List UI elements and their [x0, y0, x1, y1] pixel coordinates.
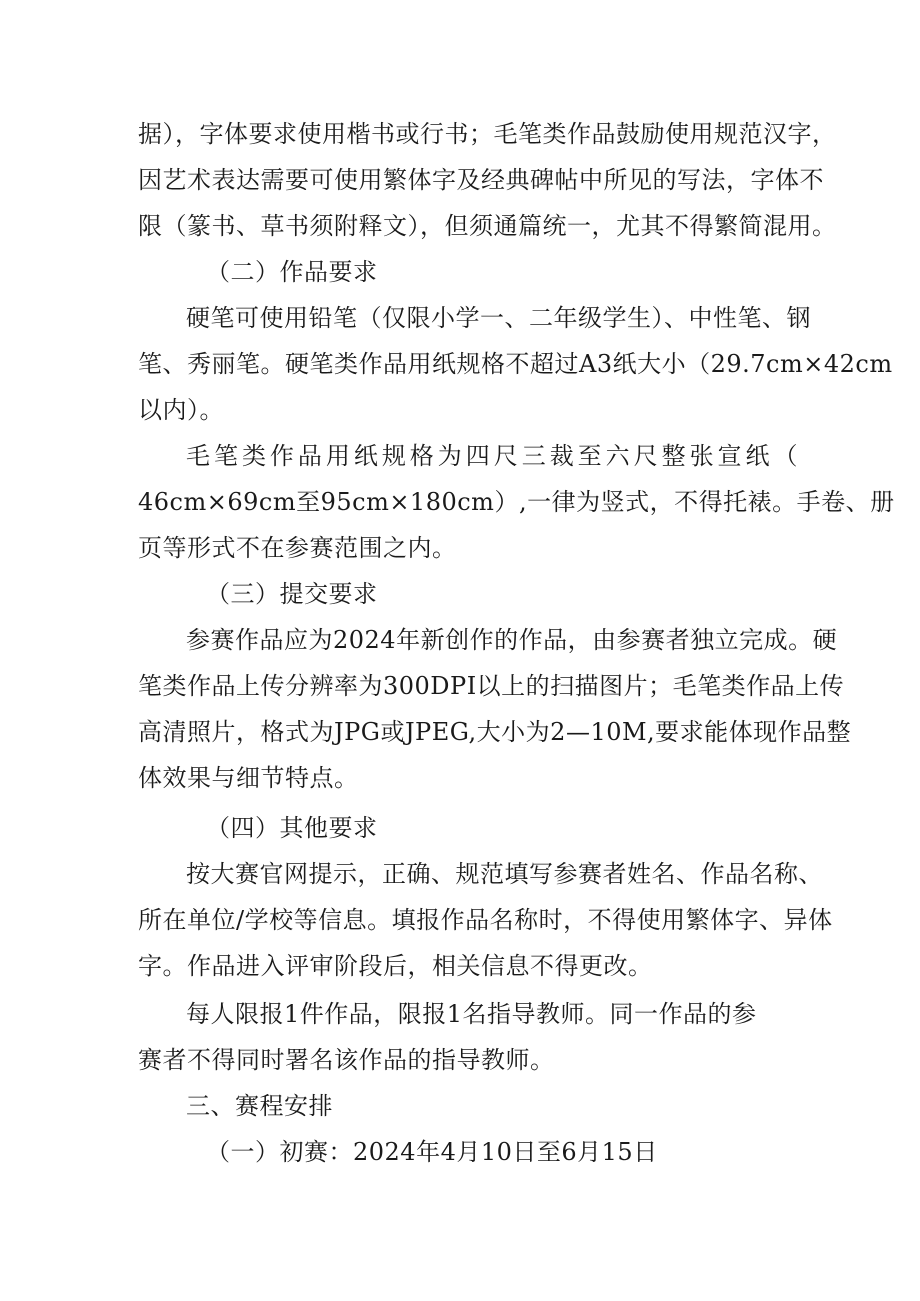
text-line: 高清照片，格式为JPG或JPEG,大小为2—10M,要求能体现作品整 [138, 718, 852, 746]
text-line: 每人限报1件作品，限报1名指导教师。同一作品的参 [186, 1000, 757, 1028]
text-line: 限（篆书、草书须附释文），但须通篇统一，尤其不得繁简混用。 [138, 212, 837, 240]
text-line: 毛笔类作品用纸规格为四尺三裁至六尺整张宣纸（ [186, 442, 798, 470]
section-heading-main: 三、赛程安排 [186, 1092, 333, 1120]
text-line: 赛者不得同时署名该作品的指导教师。 [138, 1046, 555, 1074]
text-line: 按大赛官网提示，正确、规范填写参赛者姓名、作品名称、 [186, 860, 823, 888]
section-heading-4: （四）其他要求 [206, 814, 378, 842]
schedule-item: （一）初赛：2024年4月10日至6月15日 [206, 1138, 658, 1166]
section-heading-3: （三）提交要求 [206, 580, 378, 608]
text-line: 笔类作品上传分辨率为300DPI以上的扫描图片；毛笔类作品上传 [138, 672, 845, 700]
text-line: 以内）。 [138, 396, 224, 424]
text-line: 笔、秀丽笔。硬笔类作品用纸规格不超过A3纸大小（29.7cm×42cm [138, 350, 893, 378]
text-line: 参赛作品应为2024年新创作的作品，由参赛者独立完成。硬 [186, 626, 838, 654]
text-line: 据），字体要求使用楷书或行书；毛笔类作品鼓励使用规范汉字， [138, 120, 837, 148]
text-line: 所在单位/学校等信息。填报作品名称时，不得使用繁体字、异体 [138, 906, 833, 934]
text-line: 体效果与细节特点。 [138, 764, 359, 792]
text-line: 46cm×69cm至95cm×180cm）,一律为竖式，不得托裱。手卷、册 [138, 488, 895, 516]
text-line: 字。作品进入评审阶段后，相关信息不得更改。 [138, 952, 653, 980]
section-heading-2: （二）作品要求 [206, 258, 378, 286]
text-line: 硬笔可使用铅笔（仅限小学一、二年级学生）、中性笔、钢 [186, 304, 811, 332]
text-line: 因艺术表达需要可使用繁体字及经典碑帖中所见的写法，字体不 [138, 166, 824, 194]
text-line: 页等形式不在参赛范围之内。 [138, 534, 457, 562]
